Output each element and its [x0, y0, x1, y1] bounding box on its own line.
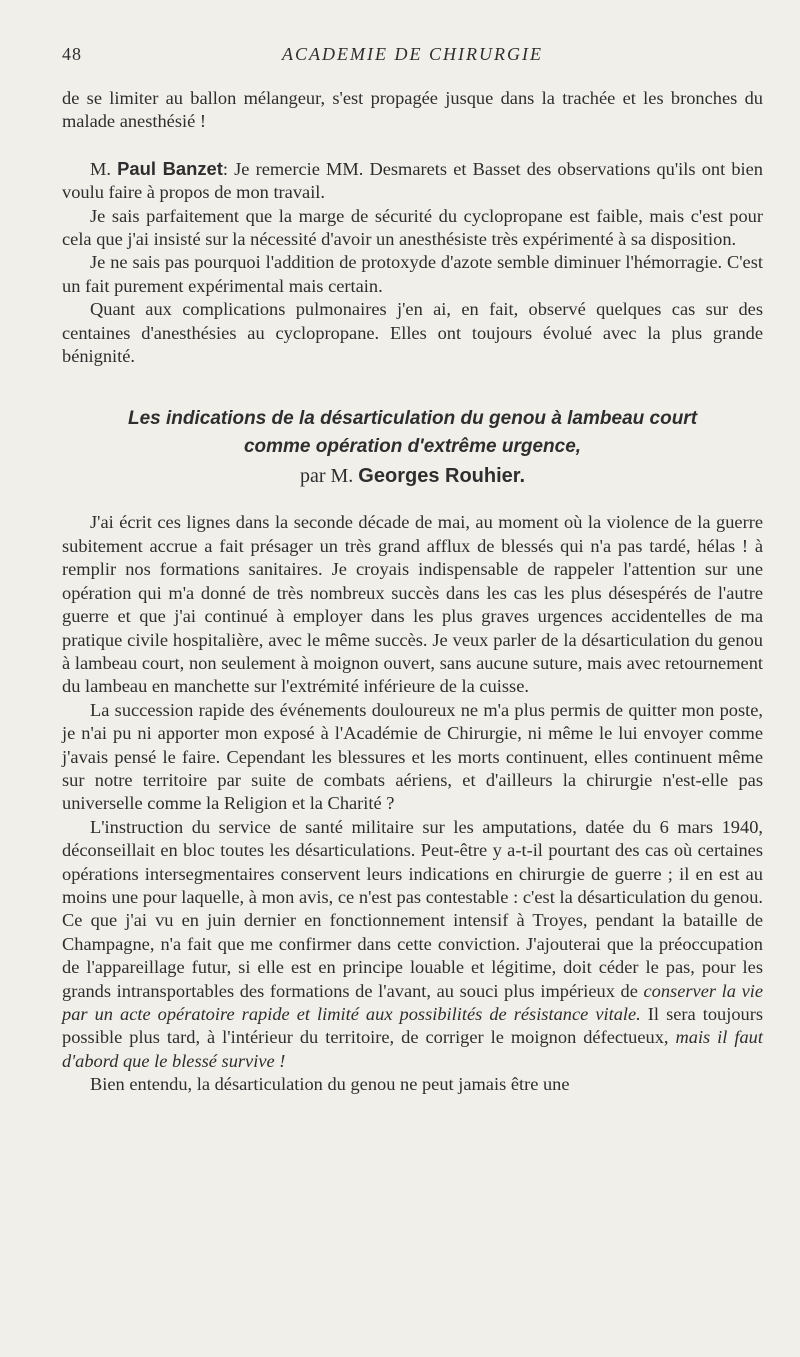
article-p3-italic-1: conserver la vie par un acte opératoire rapide et limité aux possibilités de résistance vitale. — [62, 980, 763, 1024]
spacer — [62, 134, 763, 157]
byline-author: Georges Rouhier. — [358, 465, 526, 488]
reply-paragraph-2: Je sais parfaitement que la marge de sécurité du cyclopropane est faible, mais c'est pour cela que j'ai insisté sur la nécessité d'avoir un anesthésiste très expérimenté à sa disposition. — [62, 205, 763, 250]
page-body — [62, 87, 763, 1097]
article-p3-italic-2: mais il faut d'abord que le blessé survive ! — [62, 1027, 763, 1071]
page-number: 48 — [62, 44, 82, 64]
speaker-prefix: M. — [90, 158, 118, 179]
spacer — [62, 368, 763, 405]
journal-title: ACADEMIE DE CHIRURGIE — [282, 44, 543, 64]
article-title-line-2: comme opération d'extrême urgence, — [243, 436, 582, 458]
reply-paragraph-3: Je ne sais pas pourquoi l'addition de protoxyde d'azote semble diminuer l'hémorragie. C'est un fait purement expérimental mais certain. — [62, 252, 763, 296]
byline-prefix: par M. — [299, 465, 359, 488]
reply-paragraph-1 — [62, 157, 763, 205]
article-paragraph-3 — [62, 816, 763, 1073]
article-p3-text-b: Il sera toujours possible plus tard, à l'intérieur du territoire, de corriger le moignon défectueux, — [62, 1004, 763, 1048]
reply-paragraph-4: Quant aux complications pulmonaires j'en ai, en fait, observé quelques cas sur des centaines d'anesthésies au cyclopropane. Elles ont toujours évolué avec la plus grande bénignité. — [62, 299, 763, 367]
continuation-paragraph: de se limiter au ballon mélangeur, s'est propagée jusque dans la trachée et les bronches du malade anesthésié ! — [62, 88, 763, 132]
article-p3-text-a: L'instruction du service de santé militaire sur les amputations, datée du 6 mars 1940, déconseillait en bloc toutes les désarticulations. Peut-être y a-t-il pourtant des cas où certaines opérations intersegmentaires conservent leurs indications en chirurgie de guerre ; il en est au moins une pour laquelle, à mon avis, ce n'est pas contestable : c'est la désarticulation du genou. Ce que j'ai vu en juin dernier en fonctionnement intensif à Troyes, pendant la bataille de Champagne, n'a fait que me confirmer dans cette conviction. J'ajouterai que la préoccupation de l'appareillage futur, si elle est en principe louable et légitime, doit céder le pas, pour les grands intransportables des formations de l'avant, au souci plus impérieux de — [62, 816, 763, 1001]
article-title-line-1: Les indications de la désarticulation du genou à lambeau court — [127, 408, 698, 430]
speaker-name: Paul Banzet — [117, 157, 223, 179]
article-paragraph-2: La succession rapide des événements douloureux ne m'a plus permis de quitter mon poste, je n'ai pu ni apporter mon exposé à l'Académie de Chirurgie, ni même le lui envoyer comme j'avais pensé le faire. Cependant les blessures et les morts continuent, elles continuent même sur notre territoire par suite de combats aériens, et d'ailleurs la chirurgie n'est-elle pas universelle comme la Religion et la Charité ? — [62, 699, 763, 814]
article-paragraph-1: J'ai écrit ces lignes dans la seconde décade de mai, au moment où la violence de la guerre subitement accrue a fait présager un très grand afflux de blessés qui n'a pas tardé, hélas ! à remplir nos formations sanitaires. Je croyais indispensable de rappeler l'attention sur une opération qui m'a donné de très nombreux succès dans les cas les plus désespérés de l'autre guerre et que j'ai continué à employer dans les plus graves urgences accidentelles de ma pratique civile hospitalière, avec le même succès. Je veux parler de la désarticulation du genou à lambeau court, non seulement à moignon ouvert, sans aucune suture, mais avec retournement du lambeau en manchette sur l'extrémité inférieure de la cuisse. — [62, 512, 763, 697]
running-header — [62, 44, 763, 68]
article-paragraph-4: Bien entendu, la désarticulation du genou ne peut jamais être une — [90, 1074, 570, 1095]
article-byline — [62, 461, 763, 491]
speaker-separator: : — [222, 158, 235, 179]
spacer — [62, 491, 763, 511]
reply-text-1: Je remercie MM. Desmarets et Basset des observations qu'ils ont bien voulu faire à propos de mon travail. — [62, 158, 763, 203]
